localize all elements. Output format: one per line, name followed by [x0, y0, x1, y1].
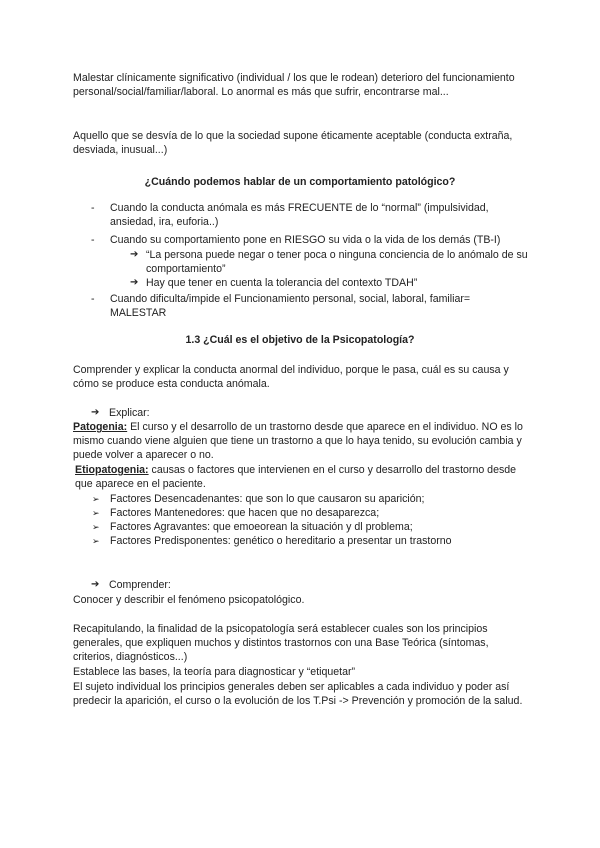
- comprender-text: Conocer y describir el fenómeno psicopatológico.: [73, 594, 305, 606]
- arrow-icon: ➔: [130, 277, 139, 288]
- intro-paragraph-1: Malestar clínicamente significativo (individual / los que le rodean) deterioro del funcionamiento personal/social/familiar/laboral. Lo anormal es más que sufrir, encontrarse mal...: [73, 72, 515, 98]
- arrow-icon: ➔: [91, 407, 100, 418]
- dash-bullet: -: [91, 202, 95, 214]
- list-item: Cuando su comportamiento pone en RIESGO su vida o la vida de los demás (TB-I): [110, 234, 501, 246]
- factor-item: Factores Desencadenantes: que son lo que causaron su aparición;: [110, 493, 425, 505]
- objetivo-intro: Comprender y explicar la conducta anormal del individuo, porque le pasa, cuál es su causa y cómo se produce esta conducta anómala.: [73, 364, 509, 390]
- bases-paragraph: Establece las bases, la teoría para diagnosticar y “etiquetar”: [73, 666, 356, 678]
- list-item: Cuando dificulta/impide el Funcionamiento personal, social, laboral, familiar= MALESTAR: [110, 293, 471, 319]
- triangle-bullet-icon: ➢: [92, 536, 100, 546]
- triangle-bullet-icon: ➢: [92, 494, 100, 504]
- explicar-label: Explicar:: [109, 407, 150, 419]
- intro-paragraph-2: Aquello que se desvía de lo que la sociedad supone éticamente aceptable (conducta extraña, desviada, inusual...): [73, 130, 513, 156]
- factor-item: Factores Agravantes: que emoeorean la situación y dl problema;: [110, 521, 413, 533]
- sujeto-paragraph: El sujeto individual los principios generales deben ser aplicables a cada individuo y poder así predecir la aparición, el curso o la evolución de los T.Psi -> Prevención y promoción de la salud.: [73, 681, 523, 707]
- arrow-icon: ➔: [130, 249, 139, 260]
- factor-item: Factores Predisponentes: genético o hereditario a presentar un trastorno: [110, 535, 452, 547]
- section-heading-objetivo: 1.3 ¿Cuál es el objetivo de la Psicopatología?: [185, 334, 415, 346]
- triangle-bullet-icon: ➢: [92, 508, 100, 518]
- sub-list-item: Hay que tener en cuenta la tolerancia del contexto TDAH”: [146, 277, 418, 289]
- sub-list-item: “La persona puede negar o tener poca o ninguna conciencia de lo anómalo de su comportamiento”: [146, 249, 528, 275]
- patogenia-text: El curso y el desarrollo de un trastorno desde que aparece en el individuo. NO es lo mismo cuando viene alguien que tiene un trastorno a que lo haya tenido, su evolución cambia y puede volver a aparecer o no.: [73, 421, 523, 461]
- arrow-icon: ➔: [91, 579, 100, 590]
- dash-bullet: -: [91, 234, 95, 246]
- recap-paragraph: Recapitulando, la finalidad de la psicopatología será establecer cuales son los principios generales, que expliquen muchos y distintos trastornos con una Base Teórica (síntomas, criterios, diagnósticos...): [73, 623, 489, 663]
- list-item: Cuando la conducta anómala es más FRECUENTE de lo “normal” (impulsividad, ansiedad, ira, euforia..): [110, 202, 489, 228]
- etiopatogenia-text: causas o factores que intervienen en el curso y desarrollo del trastorno desde que aparece en el paciente.: [75, 464, 517, 490]
- etiopatogenia-term: Etiopatogenia:: [75, 464, 149, 476]
- etiopatogenia-paragraph: [75, 463, 530, 491]
- comprender-label: Comprender:: [109, 579, 171, 591]
- patogenia-term: Patogenia:: [73, 421, 128, 433]
- factor-item: Factores Mantenedores: que hacen que no desaparezca;: [110, 507, 380, 519]
- dash-bullet: -: [91, 293, 95, 305]
- section-heading-patologico: ¿Cuándo podemos hablar de un comportamiento patológico?: [144, 176, 456, 188]
- triangle-bullet-icon: ➢: [92, 522, 100, 532]
- patogenia-paragraph: [73, 420, 530, 462]
